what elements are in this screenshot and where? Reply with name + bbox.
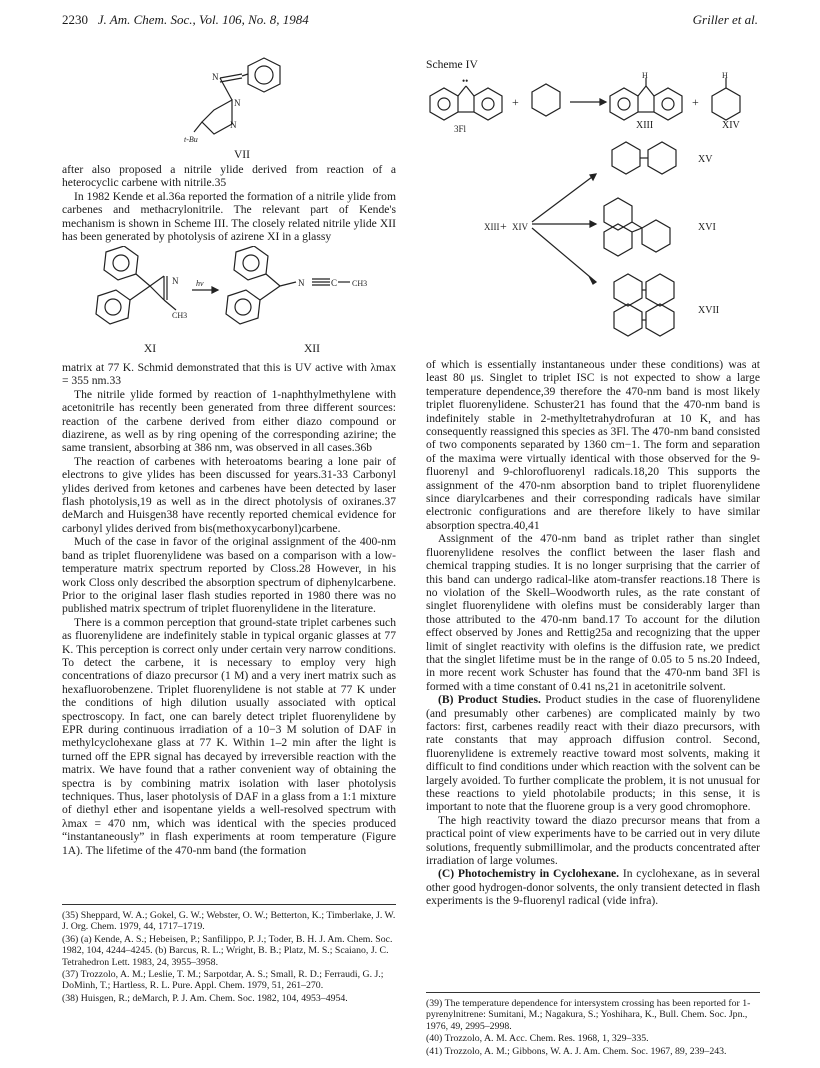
- right-column: [426, 358, 760, 908]
- footnote: (36) (a) Kende, A. S.; Hebeisen, P.; Sanfilippo, P. J.; Toder, B. H. J. Am. Chem. Soc. 1982, 104, 4244–4245. (b) Barcus, R. L.; Wright, B. B.; Platz, M. S.; Scaiano, J. C. Tetrahedron Lett. 1983, 24, 3955–3958.: [62, 933, 393, 968]
- paragraph: There is a common perception that ground-state triplet carbenes such as fluorenylidene are indefinitely stable in typical organic glasses at 77 K. This perception is correct only under certain very narrow conditions. To detect the carbene, it is necessary to employ very high concentrations of diazo precursor (1 M) and a very inert matrix such as hexafluorobenzene. Triplet fluorenylidene is not stable at 77 K under the conditions of high dilution usually associated with optical spectroscopy. In fact, one can barely detect triplet fluorenylidene by EPR during continuous irradiation of a 10−3 M solution of DAF in methylcyclohexane glass at 77 K. Within 1–2 min after the light is turned off the EPR signal has decayed by irreversible reaction with the matrix. We have found that a rather convenient way of obtaining the spectra is by combining matrix isolation with laser photolysis techniques. Thus, laser photolysis of DAF in a glass from a 1:1 mixture of diethyl ether and isopentane yields a well-resolved spectrum with λmax = 470 nm, which was identical with the species produced “instantaneously” in flash experiments at room temperature (Figure 1A). The lifetime of the 470-nm band (the formation: [62, 615, 396, 857]
- footnote: (39) The temperature dependence for intersystem crossing has been reported for 1-pyrenylnitrene: Sumitani, M.; Nagakura, S.; Yoshihara, K., Bull. Chem. Soc. Jpn., 1976, 49, 2995–2998.: [426, 998, 751, 1032]
- footnote: (40) Trozzolo, A. M. Acc. Chem. Res. 1968, 1, 329–335.: [426, 1033, 649, 1045]
- paragraph: In 1982 Kende et al.36a reported the formation of a nitrile ylide from carbenes and methacrylonitrile. The relevant part of Kende's mechanism is shown in Scheme III. The closely related nitrile ylide XII has been generated by photolysis of azirene XI in a glassy: [62, 189, 396, 244]
- paragraph: In cyclohexane, as in several other good hydrogen-donor solvents, the only transient detected in flash experiments is the 9-fluorenyl radical (vide infra).: [426, 867, 760, 908]
- svg-text:H: H: [642, 72, 648, 80]
- paragraph: of which is essentially instantaneous under these conditions) was at least 80 μs. Singlet to triplet ISC is not expected to show a large temperature dependence,39 therefore the 470-nm band is most likely triplet fluorenylidene. Schuster21 has found that the 470-nm band is indefinitely stable in 2-methyltetrahydrofuran at 10 K, and has consequently reassigned this species as 3Fl. The 470-nm band consisted of two components separated by 1360 cm−1. The form and separation of the maxima were virtually identical with those observed for the 9-fluorenyl and 9-chlorofluorenyl radicals.18,20 This supports the assignment of the 470-nm absorption band to triplet fluorenylidene since diarylcarbenes and their corresponding radicals have similar electronic configurations and are therefore likely to have similar absorption spectra.40,41: [426, 358, 761, 532]
- svg-text:C: C: [331, 278, 338, 288]
- footnotes-right: [426, 998, 760, 1058]
- left-column-upper: [62, 163, 396, 243]
- svg-text:N: N: [234, 98, 241, 108]
- paragraph: after also proposed a nitrile ylide derived from reaction of a heterocyclic carbene with nitrile.35: [62, 163, 396, 190]
- running-header: [62, 12, 309, 28]
- label-xii: XII: [303, 342, 321, 355]
- ch3-label: CH3: [172, 311, 188, 320]
- svg-text:N: N: [298, 278, 305, 288]
- section-heading: (B) Product Studies.: [438, 693, 541, 707]
- footnote-rule: [426, 992, 760, 993]
- paragraph: The high reactivity toward the diazo precursor means that from a practical point of view experiments have to be carried out in very dilute solutions, frequently submillimolar, and the products concentrated after irradiation of large volumes.: [426, 813, 760, 868]
- ch3-label: CH3: [352, 279, 368, 288]
- paragraph: Much of the case in favor of the original assignment of the 400-nm band as triplet fluorenylidene was based on a comparison with a low-temperature matrix spectrum reported by Closs.28 However, in his work Closs only described the absorption spectrum of diphenylcarbene. Prior to the original laser flash studies reported in 1980 there was no published matrix spectrum of triplet fluorenylidene in the literature.: [62, 535, 396, 616]
- paragraph: Assignment of the 470-nm band as triplet rather than singlet fluorenylidene resolves the conflict between the laser flash and chemical trapping studies. It is no longer surprising that the carrier of this band can undergo radical-like atom-transfer reactions.18 There is no violation of the Skell–Woodworth rules, as the rate constant of singlet fluorenylidene with olefins must be considerably larger than those attributed to the 470-nm band.17 To account for the dilution effect observed by Jones and Rettig25a and recognizing that the upper limit of singlet reactivity with olefins is the diffusion rate, we predict that the singlet lifetime must be in the range of 0.05 to 5 ns.20 Indeed, in more recent work Schuster has found that the 470-nm band 3Fl is formed with a time constant of 0.41 ns,21 in acetonitrile solvent.: [426, 532, 760, 693]
- page-number: 2230: [62, 12, 88, 27]
- label-xiv: XIV: [722, 120, 740, 131]
- paragraph: The reaction of carbenes with heteroatoms bearing a lone pair of electrons to give ylides has been discussed for years.31-33 Carbonyl ylides derived from ketones and carbenes have been detected by laser flash photolysis,19 as well as in the direct photolysis of oxiranes.37 deMarch and Huisgen38 have recently reported chemical evidence for carbonyl ylides derived from bis(methoxycarbonyl)carbene.: [62, 454, 396, 535]
- vii-substituent: t-Bu: [184, 135, 198, 144]
- xiii-ref: XIII: [484, 222, 500, 232]
- plus-sign: +: [692, 95, 699, 109]
- footnote: (41) Trozzolo, A. M.; Gibbons, W. A. J. Am. Chem. Soc. 1967, 89, 239–243.: [426, 1045, 727, 1057]
- footnote: (37) Trozzolo, A. M.; Leslie, T. M.; Sarpotdar, A. S.; Small, R. D.; Ferraudi, G. J.; DoMinh, T.; Hartless, R. L. Pure. Appl. Chem. 1979, 51, 261–270.: [62, 969, 384, 992]
- plus-sign: +: [500, 219, 507, 233]
- footnote-rule: [62, 904, 396, 905]
- structure-vii: [180, 44, 300, 144]
- svg-text:••: ••: [462, 76, 469, 86]
- label-xv: XV: [698, 154, 713, 165]
- section-heading: (C) Photochemistry in Cyclohexane.: [438, 867, 620, 881]
- author-header: Griller et al.: [692, 12, 758, 27]
- footnote: (38) Huisgen, R.; deMarch, P. J. Am. Chem. Soc. 1982, 104, 4953–4954.: [62, 992, 348, 1004]
- svg-text:H: H: [722, 72, 728, 80]
- footnotes-left: [62, 910, 396, 1005]
- paragraph: The nitrile ylide formed by reaction of 1-naphthylmethylene with acetonitrile has recently been generated from three different sources: reaction of the carbene derived from either diazo compound or diazirene, as well as by ring opening of the corresponding azirine; the same transient, absorbing at 386 nm, was observed in all cases.36b: [62, 387, 396, 455]
- left-column-lower: [62, 361, 396, 857]
- journal-citation: J. Am. Chem. Soc., Vol. 106, No. 8, 1984: [97, 12, 309, 27]
- label-xiii: XIII: [636, 120, 654, 131]
- label-xi: XI: [143, 342, 157, 355]
- plus-sign: +: [512, 95, 519, 109]
- svg-text:N: N: [212, 72, 219, 82]
- footnote: (35) Sheppard, W. A.; Gokel, G. W.; Webster, O. W.; Betterton, K.; Timberlake, J. W. J. Org. Chem. 1979, 44, 1717–1719.: [62, 910, 396, 933]
- paragraph: matrix at 77 K. Schmid demonstrated that this is UV active with λmax = 355 nm.33: [62, 361, 396, 388]
- scheme-title: Scheme IV: [426, 58, 478, 71]
- arrow-label: hν: [196, 279, 204, 288]
- label-xvii: XVII: [698, 305, 720, 316]
- structure-xi-xii: [84, 246, 384, 338]
- svg-text:N: N: [172, 276, 179, 286]
- svg-text:N: N: [230, 120, 237, 130]
- fl-label: 3Fl: [454, 124, 467, 134]
- xiv-ref: XIV: [512, 222, 528, 232]
- label-vii: VII: [233, 148, 251, 161]
- paragraph: Product studies in the case of fluorenylidene (and presumably other carbenes) are complicated mainly by two factors: first, carbenes readily react with their diazo precursors, with rate constants that may approach diffusion control. Second, fluorenylidene is extremely reactive toward most solvents, making it difficult to find conditions under which reaction with the solvent can be largely avoided. To further complicate the problem, it is not unusual for these reactions to yield photolabile products; in this sense, it is important to note that the fluorene group is a very good chromophore.: [426, 693, 760, 814]
- label-xvi: XVI: [698, 222, 716, 233]
